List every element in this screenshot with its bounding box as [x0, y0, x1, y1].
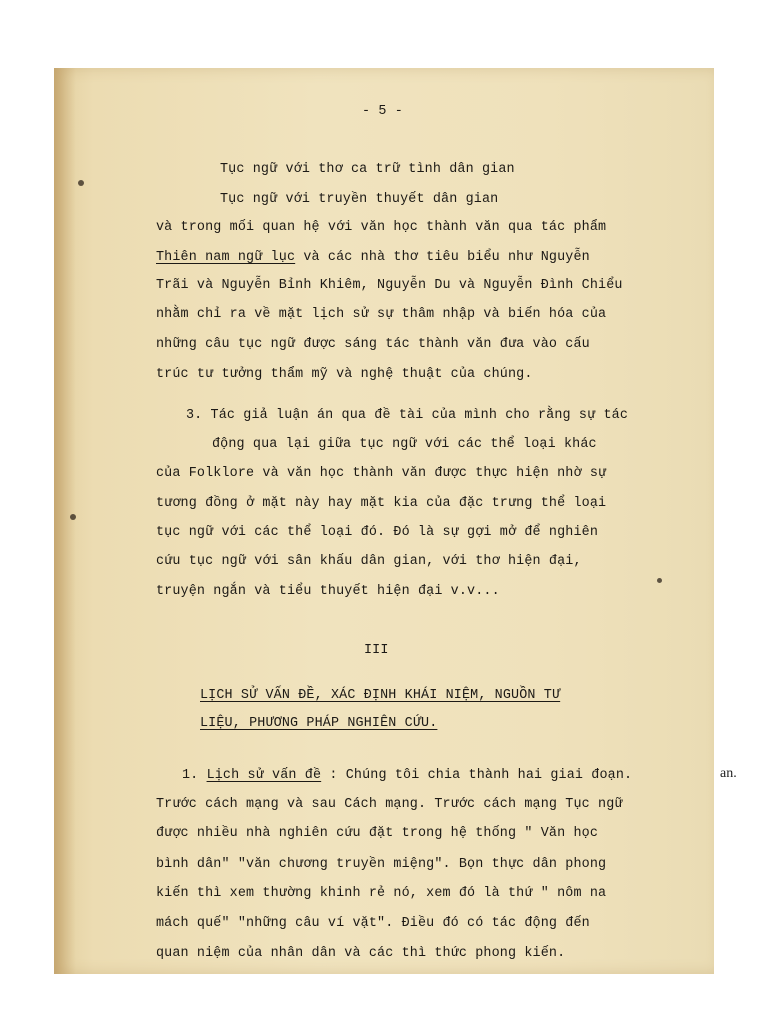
text-line: quan niệm của nhân dân và các thì thức phong kiến. — [156, 946, 566, 961]
paper-speck — [70, 514, 76, 520]
stray-text: an. — [720, 766, 737, 781]
text-line: mách quế" "những câu ví vặt". Điều đó có tác động đến — [156, 916, 590, 931]
text-line: truyện ngắn và tiểu thuyết hiện đại v.v... — [156, 584, 500, 599]
section-heading: LỊCH SỬ VẤN ĐỀ, XÁC ĐỊNH KHÁI NIỆM, NGUỒN TƯ — [200, 688, 561, 703]
text-line: Trước cách mạng và sau Cách mạng. Trước cách mạng Tục ngữ — [156, 797, 623, 812]
text-line: trúc tư tưởng thẩm mỹ và nghệ thuật của chúng. — [156, 367, 533, 382]
text-line: những câu tục ngữ được sáng tác thành văn đưa vào cấu — [156, 337, 590, 352]
section-heading: LIỆU, PHƯƠNG PHÁP NGHIÊN CỨU. — [200, 716, 438, 731]
text-line: tục ngữ với các thể loại đó. Đó là sự gợi mở để nghiên — [156, 525, 599, 540]
text-line: kiến thì xem thường khinh rẻ nó, xem đó là thứ " nôm na — [156, 886, 607, 901]
text-span: : Chúng tôi chia thành hai giai đoạn. — [321, 768, 633, 783]
text-span: và các nhà thơ tiêu biểu như Nguyễn — [295, 250, 590, 265]
text-span: 1. — [182, 768, 207, 783]
text-line: được nhiều nhà nghiên cứu đặt trong hệ thống " Văn học — [156, 826, 599, 841]
text-line: nhằm chỉ ra về mặt lịch sử sự thâm nhập và biến hóa của — [156, 307, 607, 322]
text-line: Trãi và Nguyễn Bỉnh Khiêm, Nguyễn Du và Nguyễn Đình Chiểu — [156, 278, 623, 293]
page-spine-shadow — [54, 68, 76, 974]
text-line — [182, 768, 632, 783]
book-title: Thiên nam ngữ lục — [156, 250, 296, 265]
text-line: bình dân" "văn chương truyền miệng". Bọn thực dân phong — [156, 857, 607, 872]
text-line: của Folklore và văn học thành văn được thực hiện nhờ sự — [156, 466, 607, 481]
text-line: tương đồng ở mặt này hay mặt kia của đặc trưng thể loại — [156, 496, 607, 511]
text-line: động qua lại giữa tục ngữ với các thể loại khác — [212, 437, 597, 452]
page-number: - 5 - — [362, 104, 403, 119]
subsection-title: Lịch sử vấn đề — [206, 768, 322, 783]
text-line: 3. Tác giả luận án qua đề tài của mình cho rằng sự tác — [186, 408, 629, 423]
text-line: Tục ngữ với thơ ca trữ tình dân gian — [220, 162, 515, 177]
paper-speck — [78, 180, 84, 186]
text-line: cứu tục ngữ với sân khấu dân gian, với thơ hiện đại, — [156, 554, 582, 569]
text-line: và trong mối quan hệ với văn học thành văn qua tác phẩm — [156, 220, 607, 235]
text-line: Tục ngữ với truyền thuyết dân gian — [220, 192, 499, 207]
section-number: III — [364, 643, 389, 658]
paper-speck — [657, 578, 662, 583]
text-line — [156, 250, 590, 265]
